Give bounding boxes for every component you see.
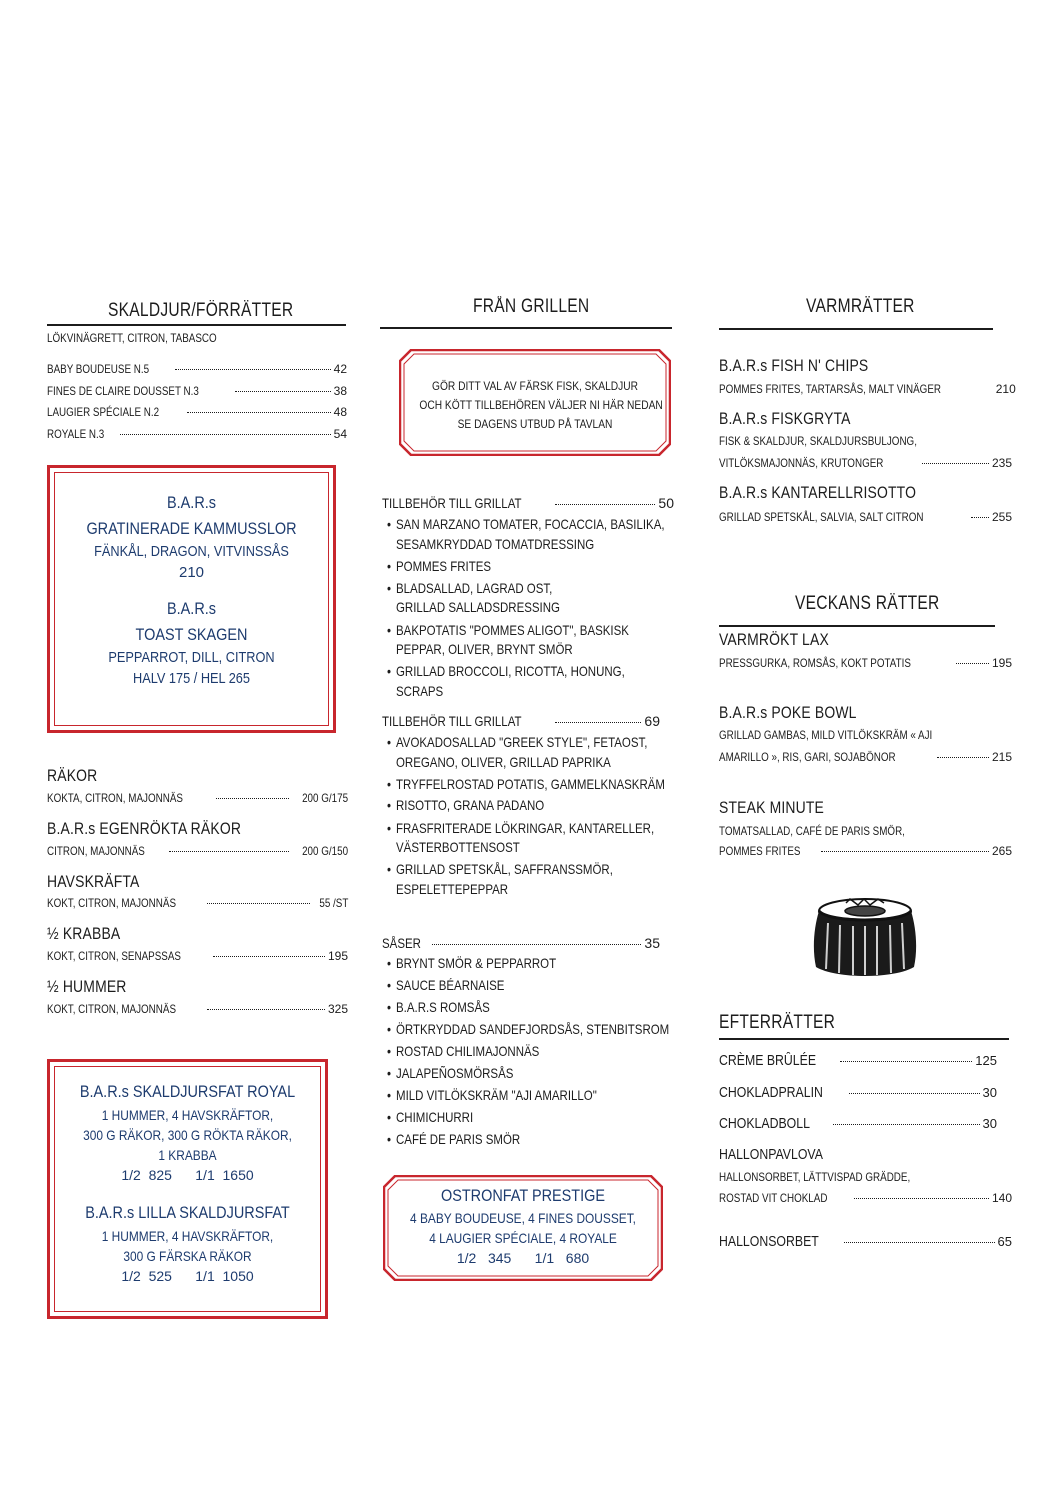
box2-line: 1/2 825 1/1 1650	[121, 1167, 254, 1183]
list-item: • B.A.R.S ROMSÅS	[396, 999, 490, 1015]
list-item: • POMMES FRITES	[396, 558, 491, 574]
box2-line: 1/2 525 1/1 1050	[121, 1268, 254, 1284]
box1-line: B.A.R.s	[167, 599, 216, 618]
item-line: KOKT, CITRON, MAJONNÄS 55 /ST	[47, 896, 348, 910]
oyster-line: BABY BOUDEUSE N.5 42	[47, 362, 347, 376]
heading-grillen: FRÅN GRILLEN	[473, 296, 590, 317]
bundt-mold-illustration	[806, 897, 924, 981]
list-item: • FRASFRITERADE LÖKRINGAR, KANTARELLER,	[396, 820, 654, 836]
sides-1-title: TILLBEHÖR TILL GRILLAT 50	[382, 495, 674, 511]
list-item-cont: SESAMKRYDDAD TOMATDRESSING	[396, 536, 595, 552]
list-item: • GRILLAD BROCCOLI, RICOTTA, HONUNG,	[396, 663, 625, 679]
oyster-line: ROYALE N.3 54	[47, 427, 347, 441]
box1-line: 210	[178, 564, 205, 581]
box2-title: B.A.R.s SKALDJURSFAT ROYAL	[79, 1082, 296, 1101]
heading-rule	[719, 1038, 1009, 1040]
dessert-line: CHOKLADBOLL 30	[719, 1115, 997, 1132]
subheading: LÖKVINÄGRETT, CITRON, TABASCO	[47, 331, 217, 345]
list-item: • TRYFFELROSTAD POTATIS, GAMMELKNASKRÄM	[396, 776, 665, 792]
box2-line: 300 G RÄKOR, 300 G RÖKTA RÄKOR,	[83, 1127, 292, 1143]
heading-rule	[47, 324, 346, 326]
item-title: B.A.R.s KANTARELLRISOTTO	[719, 483, 917, 502]
list-item-cont: ESPELETTEPEPPAR	[396, 881, 509, 897]
item-line: GRILLAD SPETSKÅL, SALVIA, SALT CITRON 255	[719, 510, 1012, 524]
ostronfat-line: 4 LAUGIER SPÉCIALE, 4 ROYALE	[429, 1230, 617, 1246]
grill-info-line: SE DAGENS UTBUD PÅ TAVLAN	[457, 417, 613, 431]
list-item: • SAUCE BÉARNAISE	[396, 977, 504, 993]
heading-rule	[719, 625, 995, 627]
grill-info-line: OCH KÖTT TILLBEHÖREN VÄLJER NI HÄR NEDAN	[419, 398, 663, 412]
item-title: RÄKOR	[47, 766, 98, 785]
item-line: KOKTA, CITRON, MAJONNÄS 200 G/175	[47, 791, 348, 805]
box1-line: HALV 175 / HEL 265	[133, 670, 250, 687]
list-item: • BAKPOTATIS "POMMES ALIGOT", BASKISK	[396, 622, 629, 638]
item-line: KOKT, CITRON, SENAPSSAS 195	[47, 949, 348, 963]
sauces-title: SÅSER 35	[382, 935, 660, 951]
list-item-cont: VÄSTERBOTTENSOST	[396, 839, 520, 855]
heading-rule	[380, 327, 672, 329]
item-title: B.A.R.s FISKGRYTA	[719, 409, 851, 428]
ostronfat-title: OSTRONFAT PRESTIGE	[440, 1186, 606, 1205]
dessert-line: CRÈME BRÛLÉE 125	[719, 1052, 997, 1069]
item-desc: HALLONSORBET, LÄTTVISPAD GRÄDDE,	[719, 1170, 911, 1184]
heading-varmratter: VARMRÄTTER	[806, 296, 915, 317]
oyster-line: LAUGIER SPÉCIALE N.2 48	[47, 405, 347, 419]
item-line: ROSTAD VIT CHOKLAD 140	[719, 1191, 1012, 1205]
box2-line: 1 HUMMER, 4 HAVSKRÄFTOR,	[101, 1107, 274, 1123]
item-title: B.A.R.s POKE BOWL	[719, 703, 857, 722]
item-title: VARMRÖKT LAX	[719, 630, 829, 649]
grill-info-line: GÖR DITT VAL AV FÄRSK FISK, SKALDJUR	[432, 379, 638, 393]
box1-line: TOAST SKAGEN	[135, 625, 248, 644]
item-title: HALLONPAVLOVA	[719, 1146, 823, 1163]
list-item: • ÖRTKRYDDAD SANDEFJORDSÅS, STENBITSROM	[396, 1021, 669, 1037]
heading-skaldjur: SKALDJUR/FÖRRÄTTER	[108, 300, 294, 321]
box1-line: FÄNKÅL, DRAGON, VITVINSSÅS	[94, 543, 289, 560]
item-title: HAVSKRÄFTA	[47, 872, 140, 891]
box1-line: GRATINERADE KAMMUSSLOR	[86, 519, 297, 538]
list-item: • ROSTAD CHILIMAJONNÄS	[396, 1043, 539, 1059]
item-title: STEAK MINUTE	[719, 798, 824, 817]
item-line: POMMES FRITES 265	[719, 844, 1012, 858]
dessert-line: HALLONSORBET 65	[719, 1233, 1012, 1250]
heading-veckans: VECKANS RÄTTER	[795, 593, 940, 614]
dessert-line: CHOKLADPRALIN 30	[719, 1084, 997, 1101]
item-line: KOKT, CITRON, MAJONNÄS 325	[47, 1002, 348, 1016]
item-line: PRESSGURKA, ROMSÅS, KOKT POTATIS 195	[719, 656, 1012, 670]
item-desc: TOMATSALLAD, CAFÉ DE PARIS SMÖR,	[719, 824, 905, 838]
list-item-cont: OREGANO, OLIVER, GRILLAD PAPRIKA	[396, 754, 611, 770]
special-box-2	[47, 1059, 328, 1319]
item-line: AMARILLO », RIS, GARI, SOJABÖNOR 215	[719, 750, 1012, 764]
ostronfat-line: 1/2 345 1/1 680	[456, 1250, 590, 1266]
special-box-1	[47, 465, 336, 733]
heading-efterratter: EFTERRÄTTER	[719, 1012, 836, 1033]
list-item-cont: PEPPAR, OLIVER, BRYNT SMÖR	[396, 641, 573, 657]
item-title: ½ KRABBA	[47, 924, 121, 943]
item-desc: GRILLAD GAMBAS, MILD VITLÖKSKRÄM « AJI	[719, 728, 933, 742]
item-title: B.A.R.s FISH N' CHIPS	[719, 356, 869, 375]
list-item: • SAN MARZANO TOMATER, FOCACCIA, BASILIKA,	[396, 516, 665, 532]
list-item: • GRILLAD SPETSKÅL, SAFFRANSSMÖR,	[396, 861, 613, 877]
oyster-line: FINES DE CLAIRE DOUSSET N.3 38	[47, 384, 347, 398]
list-item: • CAFÉ DE PARIS SMÖR	[396, 1131, 520, 1147]
list-item: • JALAPEÑOSMÖRSÅS	[396, 1065, 513, 1081]
box2-title: B.A.R.s LILLA SKALDJURSFAT	[85, 1203, 290, 1222]
item-title: B.A.R.s EGENRÖKTA RÄKOR	[47, 819, 242, 838]
item-line: CITRON, MAJONNÄS 200 G/150	[47, 844, 348, 858]
list-item: • CHIMICHURRI	[396, 1109, 473, 1125]
list-item: • AVOKADOSALLAD "GREEK STYLE", FETAOST,	[396, 734, 647, 750]
item-title: ½ HUMMER	[47, 977, 127, 996]
list-item-cont: SCRAPS	[396, 683, 444, 699]
item-line: POMMES FRITES, TARTARSÅS, MALT VINÄGER 210	[719, 382, 1016, 396]
box1-line: B.A.R.s	[167, 493, 216, 512]
list-item: • BRYNT SMÖR & PEPPARROT	[396, 955, 556, 971]
box1-line: PEPPARROT, DILL, CITRON	[108, 649, 275, 666]
sides-2-title: TILLBEHÖR TILL GRILLAT 69	[382, 713, 660, 729]
box2-line: 1 HUMMER, 4 HAVSKRÄFTOR,	[101, 1228, 274, 1244]
box2-line: 1 KRABBA	[158, 1147, 217, 1163]
ostronfat-line: 4 BABY BOUDEUSE, 4 FINES DOUSSET,	[410, 1210, 636, 1226]
list-item-cont: GRILLAD SALLADSDRESSING	[396, 599, 560, 615]
list-item: • BLADSALLAD, LAGRAD OST,	[396, 580, 552, 596]
heading-rule	[719, 328, 993, 330]
list-item: • RISOTTO, GRANA PADANO	[396, 797, 544, 813]
item-line: VITLÖKSMAJONNÄS, KRUTONGER 235	[719, 456, 1012, 470]
list-item: • MILD VITLÖKSKRÄM "AJI AMARILLO"	[396, 1087, 597, 1103]
item-desc: FISK & SKALDJUR, SKALDJURSBULJONG,	[719, 434, 917, 448]
box2-line: 300 G FÄRSKA RÄKOR	[123, 1248, 252, 1264]
